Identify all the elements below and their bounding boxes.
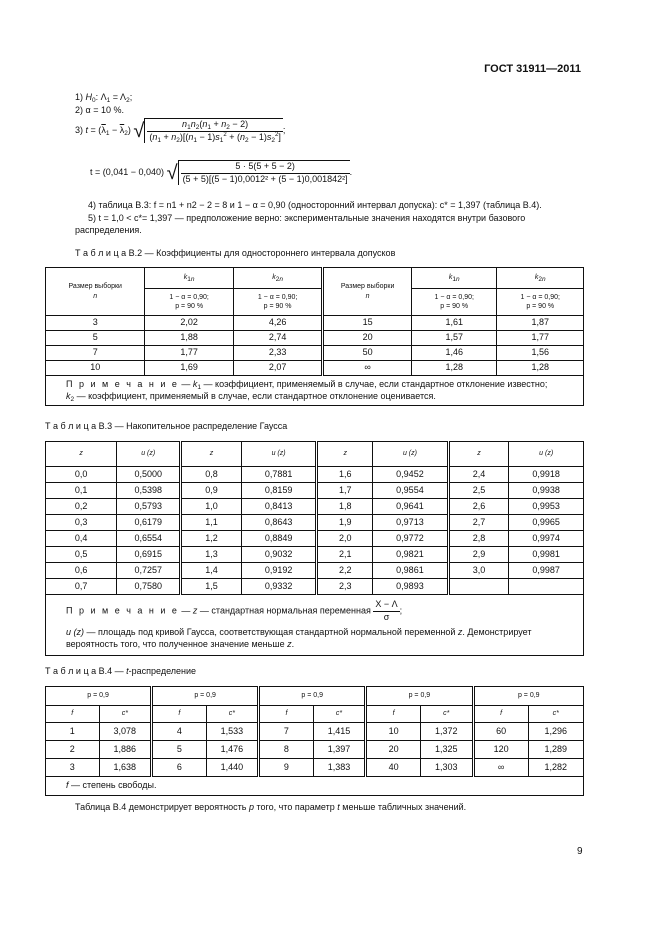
- table-row: 0,7 0,7580 1,5 0,9332 2,3 0,9893: [46, 579, 584, 595]
- table-row: 0,2 0,5793 1,0 0,8413 1,8 0,9641 2,6 0,9953: [46, 499, 584, 515]
- table-b4: p = 0,9 p = 0,9 p = 0,9 p = 0,9 p = 0,9 f c* f c* f c* f c* f c* 1 3,078 4 1,533 7 1,415 10 1,372 60 1,296 2 1,886 5 1,476 8 1,397 20 1,325 120 1,289 3 1,638 6 1,440 9 1,383 40 1,303 ∞ 1,282 f — степень свободы.: [45, 686, 584, 796]
- b2-col-k2: $k_{2n}$: [233, 268, 322, 289]
- b2-col-size: Размер выборки n: [46, 268, 145, 316]
- table-b3-note: П р и м е ч а н и е — z — стандартная нормальная переменная $\frac{X - \Lambda}{\sigma}$ ; u (z) — площадь под кривой Гаусса, соответствующая стандартной нормальной переменной z. Демонстрирует вероятность того, что полученное значение меньше z.: [46, 595, 584, 656]
- step-2: 2) α = 10 %.: [75, 105, 124, 115]
- b2-col-size-2: Размер выборки n: [323, 268, 412, 316]
- b2-cond: 1 − α = 0,90; p = 90 %: [497, 289, 584, 316]
- formula-denominator: (5 + 5)[(5 − 1)0,0012² + (5 − 1)0,001842²]: [182, 173, 348, 184]
- step-1: 1) $H_0$: $\Lambda_1 = \Lambda_2$;: [75, 92, 133, 104]
- table-b3-caption: Т а б л и ц а В.3 — Накопительное распределение Гаусса: [45, 421, 288, 431]
- page-number: 9: [577, 846, 583, 857]
- step-4: 4) таблица В.3: f = n1 + n2 − 2 = 8 и 1 − α = 0,90 (односторонний интервал допуска): c* = 1,397 (таблица В.4).: [88, 200, 542, 210]
- formula-generic: 3) $t = (\overline{\lambda}_1 - \overline{\lambda}_2)$ √ $\frac{n_1n_2(n_1 + n_2 - 2)}{(n_1 + n_2)[(n_1 - 1)s_1^2 + (n_2 - 1)s_2^2]}$ ;: [75, 119, 286, 144]
- formula-values: t = (0,041 − 0,040) √ $\frac{5 \cdot 5(5 + 5 - 2)}{\text{(5 + 5)[(5 − 1)0,0012² + (5 − 1)0,001842²]}}$ .: [90, 161, 353, 184]
- table-b3: z u (z) z u (z) z u (z) z u (z) 0,0 0,5000 0,8 0,7881 1,6 0,9452 2,4 0,9918 0,1 0,5398 0,9 0,8159 1,7 0,9554 2,5 0,9938 0,2 0,5793 1,0 0,8413 1,8 0,9641 2,6 0,9953 0,3 0,6179 1,1 0,8643 1,9 0,9713 2,7 0,9965 0,4 0,6554 1,2 0,8849 2,0 0,9772 2,8 0,9974 0,5 0,6915 1,3 0,9032 2,1 0,9821 2,9 0,9981 0,6 0,7257 1,4 0,9192 2,2 0,9861 3,0 0,9987 0,7 0,7580 1,5 0,9332 2,3 0,9893 П р и м е ч а н и е — z — стандартная нормальная переменная $\frac{X - \Lambda}{\sigma}$ ; u (z) — площадь под кривой Гаусса, соответствующая стандартной нормальной переменной z. Демонстрирует вероятность того, что полученное значение меньше z.: [45, 441, 584, 656]
- table-row: 2 1,886 5 1,476 8 1,397 20 1,325 120 1,289: [46, 741, 584, 759]
- document-header: ГОСТ 31911—2011: [484, 63, 581, 75]
- b2-col-k1-2: $k_{1n}$: [411, 268, 497, 289]
- b2-cond: 1 − α = 0,90; p = 90 %: [233, 289, 322, 316]
- step-5: 5) t = 1,0 < c*= 1,397 — предположение верно: экспериментальные значения находятся внутри базового распределения.: [75, 213, 526, 235]
- b2-col-k1: $k_{1n}$: [145, 268, 233, 289]
- b2-cond: 1 − α = 0,90; p = 90 %: [145, 289, 233, 316]
- formula-numerator: 5 · 5(5 + 5 − 2): [181, 161, 350, 174]
- table-b4-note: f — степень свободы.: [46, 777, 584, 796]
- table-b2-note: П р и м е ч а н и е — $k_1$ — коэффициент, применяемый в случае, если стандартное отклонение известно; $k_2$ — коэффициент, применяемый в случае, если стандартное отклонение оценивается.: [46, 376, 584, 406]
- table-row: 0,6 0,7257 1,4 0,9192 2,2 0,9861 3,0 0,9987: [46, 563, 584, 579]
- table-row: 3 1,638 6 1,440 9 1,383 40 1,303 ∞ 1,282: [46, 759, 584, 777]
- table-b4-caption: Т а б л и ц а В.4 — t-распределение: [45, 666, 197, 676]
- step-3-label: 3): [75, 125, 84, 136]
- closing-text: Таблица В.4 демонстрирует вероятность p того, что параметр t меньше табличных значений.: [75, 802, 467, 812]
- table-row: 0,3 0,6179 1,1 0,8643 1,9 0,9713 2,7 0,9965: [46, 515, 584, 531]
- table-row: 5 1,88 2,74 20 1,57 1,77: [46, 331, 584, 346]
- table-row: 10 1,69 2,07 ∞ 1,28 1,28: [46, 361, 584, 376]
- table-row: 0,4 0,6554 1,2 0,8849 2,0 0,9772 2,8 0,9974: [46, 531, 584, 547]
- table-row: 0,0 0,5000 0,8 0,7881 1,6 0,9452 2,4 0,9918: [46, 467, 584, 483]
- table-row: 7 1,77 2,33 50 1,46 1,56: [46, 346, 584, 361]
- table-row: 0,1 0,5398 0,9 0,8159 1,7 0,9554 2,5 0,9938: [46, 483, 584, 499]
- table-row: 0,5 0,6915 1,3 0,9032 2,1 0,9821 2,9 0,9981: [46, 547, 584, 563]
- table-b2: [45, 267, 584, 406]
- table-row: 3 2,02 4,26 15 1,61 1,87: [46, 316, 584, 331]
- b2-col-k2-2: $k_{2n}$: [497, 268, 584, 289]
- b2-cond: 1 − α = 0,90; p = 90 %: [411, 289, 497, 316]
- table-row: 1 3,078 4 1,533 7 1,415 10 1,372 60 1,296: [46, 723, 584, 741]
- table-b2-caption: Т а б л и ц а В.2 — Коэффициенты для одностороннего интервала допусков: [75, 248, 396, 258]
